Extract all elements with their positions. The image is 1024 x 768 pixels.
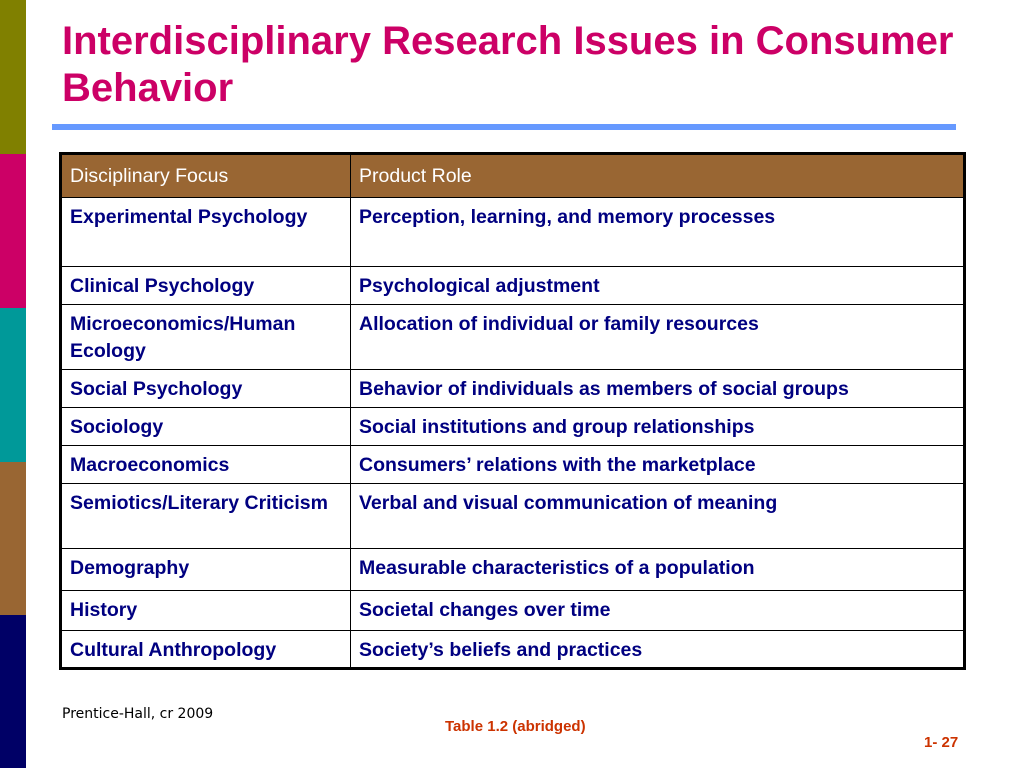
discipline-cell: History — [61, 591, 351, 631]
product-role-cell: Society’s beliefs and practices — [351, 631, 965, 669]
product-role-cell: Measurable characteristics of a population — [351, 549, 965, 591]
research-issues-table — [59, 152, 966, 670]
discipline-cell: Sociology — [61, 408, 351, 446]
side-color-stripes — [0, 0, 26, 768]
discipline-cell: Semiotics/Literary Criticism — [61, 484, 351, 549]
discipline-cell: Cultural Anthropology — [61, 631, 351, 669]
discipline-cell: Social Psychology — [61, 370, 351, 408]
table-row — [61, 484, 965, 549]
header-disciplinary-focus: Disciplinary Focus — [61, 154, 351, 198]
product-role-cell: Behavior of individuals as members of social groups — [351, 370, 965, 408]
table-row — [61, 408, 965, 446]
product-role-cell: Consumers’ relations with the marketplace — [351, 446, 965, 484]
header-product-role: Product Role — [351, 154, 965, 198]
discipline-cell: Experimental Psychology — [61, 198, 351, 267]
product-role-cell: Perception, learning, and memory processes — [351, 198, 965, 267]
product-role-cell: Societal changes over time — [351, 591, 965, 631]
table-row — [61, 591, 965, 631]
product-role-cell: Psychological adjustment — [351, 267, 965, 305]
discipline-cell: Demography — [61, 549, 351, 591]
table-caption: Table 1.2 (abridged) — [445, 718, 586, 735]
product-role-cell: Allocation of individual or family resources — [351, 305, 965, 370]
table-header-row — [61, 154, 965, 198]
table-row — [61, 446, 965, 484]
copyright-note: Prentice-Hall, cr 2009 — [62, 706, 214, 722]
product-role-cell: Social institutions and group relationships — [351, 408, 965, 446]
discipline-cell: Macroeconomics — [61, 446, 351, 484]
table-row — [61, 631, 965, 669]
table-row — [61, 370, 965, 408]
stripe-magenta — [0, 154, 26, 308]
stripe-olive — [0, 0, 26, 154]
table-row — [61, 549, 965, 591]
title-underline — [52, 124, 956, 130]
stripe-brown — [0, 462, 26, 615]
table-row — [61, 305, 965, 370]
stripe-teal — [0, 308, 26, 462]
table-row — [61, 267, 965, 305]
stripe-navy — [0, 615, 26, 768]
discipline-cell: Microeconomics/Human Ecology — [61, 305, 351, 370]
page-number: 1- 27 — [924, 734, 959, 751]
table-row — [61, 198, 965, 267]
product-role-cell: Verbal and visual communication of meaning — [351, 484, 965, 549]
slide-title: Interdisciplinary Research Issues in Consumer Behavior — [62, 19, 954, 110]
discipline-cell: Clinical Psychology — [61, 267, 351, 305]
